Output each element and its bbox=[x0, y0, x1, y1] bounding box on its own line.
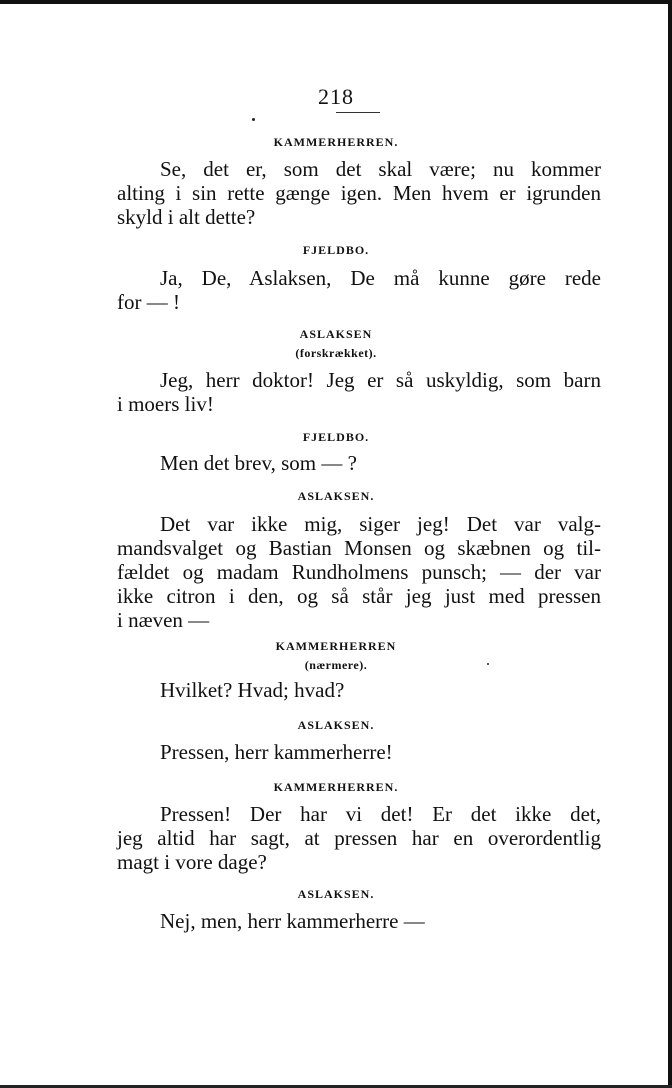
speech-block bbox=[117, 368, 601, 416]
speech-line: alting i sin rette gænge igen. Men hvem er igrunden bbox=[117, 181, 601, 205]
speech-line: mandsvalget og Bastian Monsen og skæbnen og til- bbox=[117, 536, 601, 560]
print-speck bbox=[487, 663, 489, 665]
page-number: 218 bbox=[318, 84, 354, 109]
print-speck bbox=[252, 118, 255, 121]
speech-block bbox=[117, 678, 601, 702]
speaker-kammerherren: KAMMERHERREN bbox=[275, 639, 397, 653]
speaker-aslaksen: ASLAKSEN bbox=[299, 327, 373, 341]
page-edge-right bbox=[668, 0, 672, 1088]
stage-direction: (forskrækket). bbox=[295, 346, 377, 360]
speech-line: i moers liv! bbox=[117, 392, 214, 416]
speech-block bbox=[117, 512, 601, 632]
speech-block bbox=[117, 909, 601, 933]
speech-line: i næven — bbox=[117, 608, 210, 632]
speaker-fjeldbo: FJELDBO. bbox=[302, 243, 370, 257]
speaker-aslaksen: ASLAKSEN. bbox=[297, 489, 375, 503]
speech-block bbox=[117, 740, 601, 764]
speech-block bbox=[117, 266, 601, 314]
page-edge-top bbox=[0, 0, 672, 4]
speaker-fjeldbo: FJELDBO. bbox=[302, 430, 370, 444]
speech-block bbox=[117, 451, 601, 475]
speech-line: for — ! bbox=[117, 290, 180, 314]
speech-line: skyld i alt dette? bbox=[117, 205, 256, 229]
speaker-aslaksen: ASLAKSEN. bbox=[297, 887, 375, 901]
speech-line: Ja, De, Aslaksen, De må kunne gøre rede bbox=[160, 266, 601, 290]
speech-line: Det var ikke mig, siger jeg! Det var valg- bbox=[160, 512, 601, 536]
speech-line: fældet og madam Rundholmens punsch; — der var bbox=[117, 560, 601, 584]
speech-block bbox=[117, 802, 601, 874]
speech-line: Pressen, herr kammerherre! bbox=[160, 740, 393, 764]
speech-line: Jeg, herr doktor! Jeg er så uskyldig, som barn bbox=[160, 368, 601, 392]
page-number-underline bbox=[336, 112, 380, 113]
speech-line: Hvilket? Hvad; hvad? bbox=[160, 678, 345, 702]
speech-line: Nej, men, herr kammerherre — bbox=[160, 909, 425, 933]
speaker-kammerherren: KAMMERHERREN. bbox=[273, 135, 399, 149]
speaker-kammerherren: KAMMERHERREN. bbox=[273, 780, 399, 794]
speaker-aslaksen: ASLAKSEN. bbox=[297, 718, 375, 732]
stage-direction: (nærmere). bbox=[304, 658, 368, 672]
speech-line: Se, det er, som det skal være; nu kommer bbox=[160, 157, 601, 181]
speech-line: ikke citron i den, og så står jeg just med pressen bbox=[117, 584, 601, 608]
speech-line: Pressen! Der har vi det! Er det ikke det, bbox=[160, 802, 601, 826]
speech-line: jeg altid har sagt, at pressen har en overordentlig bbox=[117, 826, 601, 850]
speech-block bbox=[117, 157, 601, 229]
speech-line: magt i vore dage? bbox=[117, 850, 267, 874]
speech-line: Men det brev, som — ? bbox=[160, 451, 357, 475]
